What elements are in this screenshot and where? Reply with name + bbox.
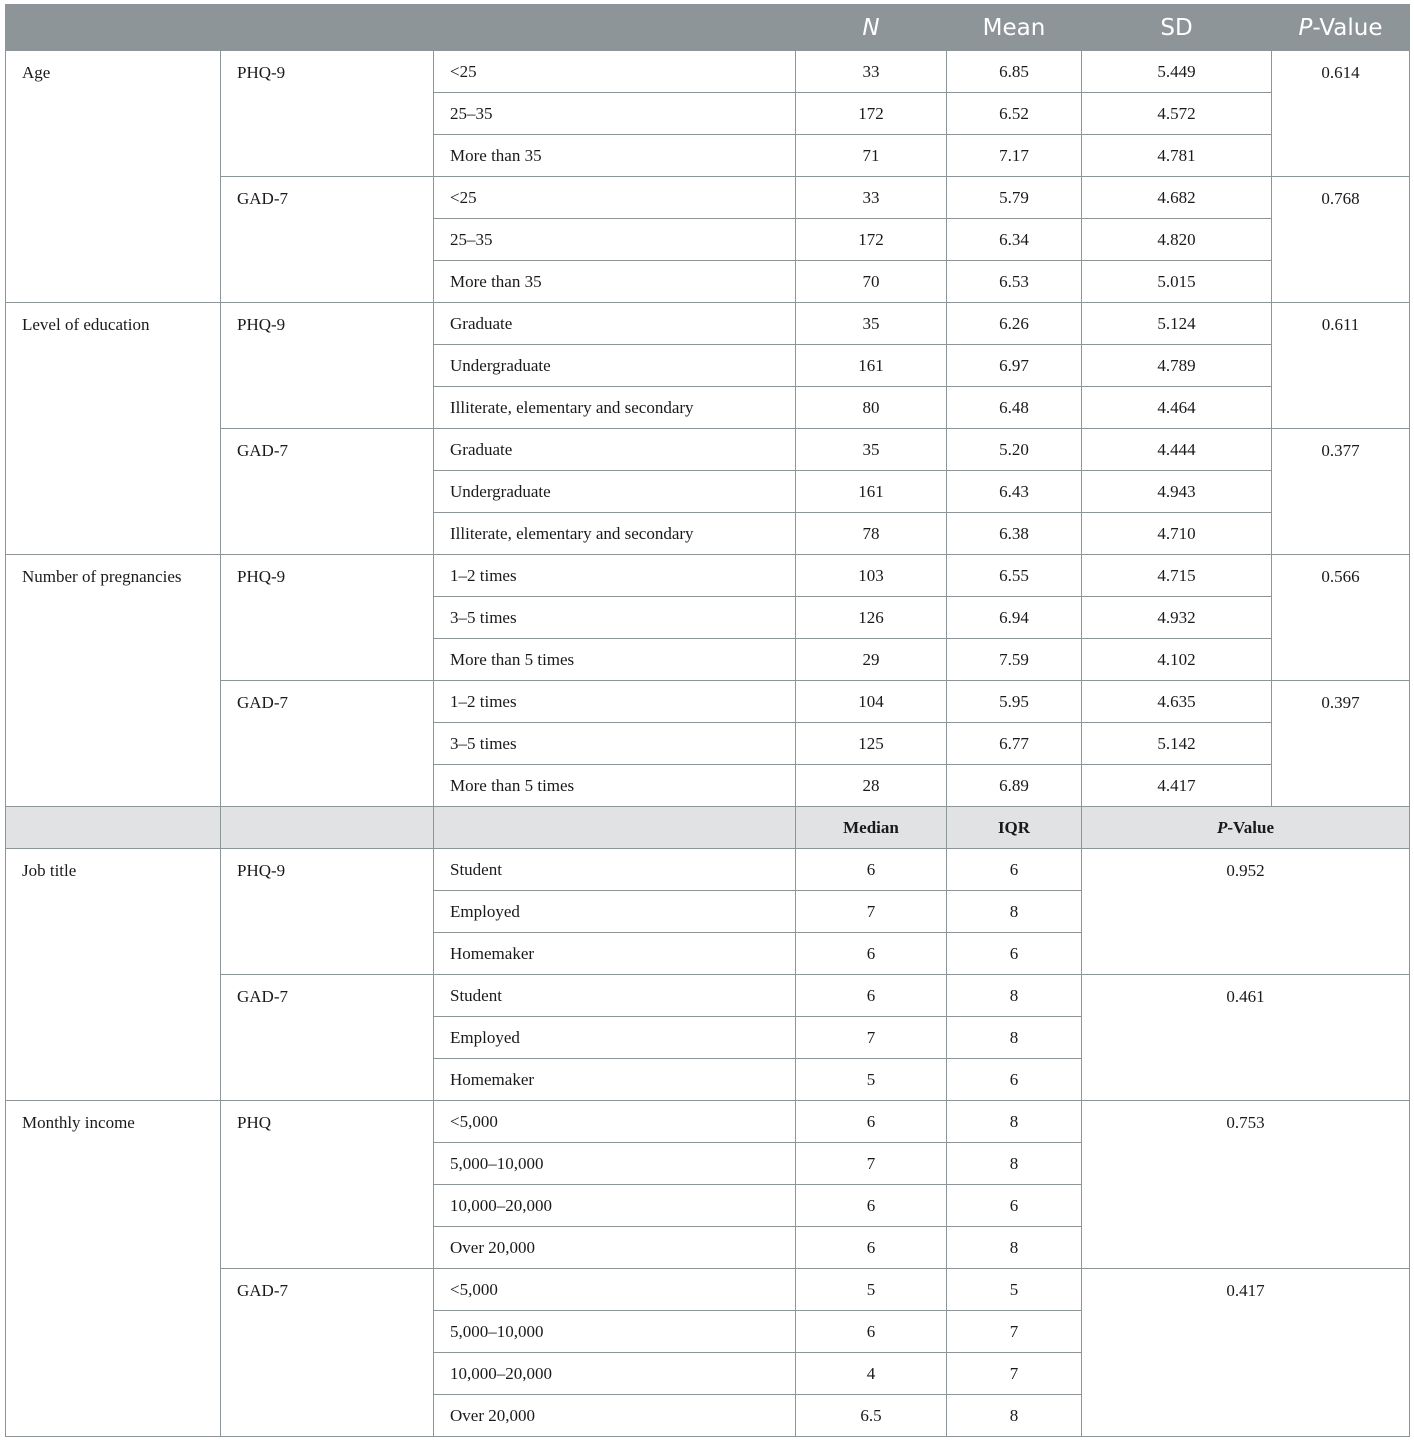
sd-cell: 4.464: [1082, 387, 1272, 429]
subheader-p-rest: -Value: [1227, 817, 1274, 837]
sd-cell: 5.142: [1082, 723, 1272, 765]
category-cell: 1–2 times: [434, 555, 796, 597]
p-value-cell: 0.377: [1272, 429, 1410, 555]
n-cell: 33: [796, 177, 947, 219]
n-cell: 126: [796, 597, 947, 639]
mean-cell: 6.48: [947, 387, 1082, 429]
category-cell: Homemaker: [434, 1059, 796, 1101]
n-cell: 33: [796, 51, 947, 93]
median-cell: 7: [796, 891, 947, 933]
category-cell: 10,000–20,000: [434, 1185, 796, 1227]
variable-cell: Monthly income: [6, 1101, 221, 1437]
subheader-iqr: IQR: [947, 807, 1082, 849]
scale-cell: PHQ-9: [221, 51, 434, 177]
variable-cell: Number of pregnancies: [6, 555, 221, 807]
sd-cell: 4.444: [1082, 429, 1272, 471]
category-cell: 25–35: [434, 219, 796, 261]
mean-cell: 5.79: [947, 177, 1082, 219]
mean-cell: 6.77: [947, 723, 1082, 765]
iqr-cell: 8: [947, 1227, 1082, 1269]
iqr-cell: 6: [947, 1185, 1082, 1227]
table-row: [6, 555, 1410, 597]
iqr-cell: 7: [947, 1353, 1082, 1395]
p-value-cell: 0.952: [1082, 849, 1410, 975]
header-n: [796, 5, 947, 51]
iqr-cell: 8: [947, 1101, 1082, 1143]
category-cell: <5,000: [434, 1269, 796, 1311]
iqr-cell: 8: [947, 1395, 1082, 1437]
iqr-cell: 8: [947, 891, 1082, 933]
scale-cell: GAD-7: [221, 975, 434, 1101]
table-row: [6, 303, 1410, 345]
median-cell: 6.5: [796, 1395, 947, 1437]
subheader-scale: [221, 807, 434, 849]
sd-cell: 4.943: [1082, 471, 1272, 513]
category-cell: Employed: [434, 1017, 796, 1059]
n-cell: 71: [796, 135, 947, 177]
median-cell: 4: [796, 1353, 947, 1395]
mean-cell: 6.38: [947, 513, 1082, 555]
mean-cell: 6.26: [947, 303, 1082, 345]
n-cell: 161: [796, 345, 947, 387]
scale-cell: GAD-7: [221, 429, 434, 555]
category-cell: 3–5 times: [434, 723, 796, 765]
scale-cell: GAD-7: [221, 681, 434, 807]
n-cell: 104: [796, 681, 947, 723]
mean-cell: 6.53: [947, 261, 1082, 303]
n-cell: 28: [796, 765, 947, 807]
header-scale: [221, 5, 434, 51]
mean-cell: 6.55: [947, 555, 1082, 597]
n-cell: 78: [796, 513, 947, 555]
category-cell: Undergraduate: [434, 471, 796, 513]
n-cell: 172: [796, 93, 947, 135]
mean-cell: 7.17: [947, 135, 1082, 177]
p-value-cell: 0.614: [1272, 51, 1410, 177]
iqr-cell: 6: [947, 849, 1082, 891]
iqr-cell: 5: [947, 1269, 1082, 1311]
category-cell: 10,000–20,000: [434, 1353, 796, 1395]
n-cell: 125: [796, 723, 947, 765]
iqr-cell: 8: [947, 1017, 1082, 1059]
category-cell: Undergraduate: [434, 345, 796, 387]
category-cell: Illiterate, elementary and secondary: [434, 513, 796, 555]
header-category: [434, 5, 796, 51]
header-p-italic: P: [1298, 14, 1313, 41]
header-variable: [6, 5, 221, 51]
mean-cell: 6.97: [947, 345, 1082, 387]
category-cell: 1–2 times: [434, 681, 796, 723]
n-cell: 35: [796, 429, 947, 471]
scale-cell: GAD-7: [221, 177, 434, 303]
n-cell: 70: [796, 261, 947, 303]
results-table-container: [5, 4, 1410, 1437]
subheader-p-italic: P: [1217, 817, 1228, 837]
n-cell: 103: [796, 555, 947, 597]
n-cell: 172: [796, 219, 947, 261]
category-cell: 3–5 times: [434, 597, 796, 639]
n-cell: 80: [796, 387, 947, 429]
variable-cell: Level of education: [6, 303, 221, 555]
iqr-cell: 6: [947, 933, 1082, 975]
median-cell: 6: [796, 933, 947, 975]
median-cell: 6: [796, 975, 947, 1017]
header-row: [6, 5, 1410, 51]
scale-cell: PHQ-9: [221, 555, 434, 681]
subheader-category: [434, 807, 796, 849]
n-cell: 161: [796, 471, 947, 513]
median-cell: 6: [796, 1185, 947, 1227]
mean-cell: 5.20: [947, 429, 1082, 471]
variable-cell: Age: [6, 51, 221, 303]
iqr-cell: 6: [947, 1059, 1082, 1101]
iqr-cell: 8: [947, 1143, 1082, 1185]
p-value-cell: 0.611: [1272, 303, 1410, 429]
sd-cell: 5.124: [1082, 303, 1272, 345]
sd-cell: 5.449: [1082, 51, 1272, 93]
subheader-median: Median: [796, 807, 947, 849]
subheader-row: [6, 807, 1410, 849]
category-cell: 5,000–10,000: [434, 1311, 796, 1353]
category-cell: 5,000–10,000: [434, 1143, 796, 1185]
median-cell: 5: [796, 1269, 947, 1311]
category-cell: Homemaker: [434, 933, 796, 975]
category-cell: More than 5 times: [434, 639, 796, 681]
scale-cell: PHQ-9: [221, 303, 434, 429]
median-cell: 6: [796, 1227, 947, 1269]
median-cell: 6: [796, 849, 947, 891]
scale-cell: PHQ-9: [221, 849, 434, 975]
category-cell: 25–35: [434, 93, 796, 135]
scale-cell: GAD-7: [221, 1269, 434, 1437]
subheader-p-value: [1082, 807, 1410, 849]
sd-cell: 4.710: [1082, 513, 1272, 555]
median-cell: 6: [796, 1101, 947, 1143]
p-value-cell: 0.417: [1082, 1269, 1410, 1437]
header-mean: Mean: [947, 5, 1082, 51]
category-cell: <25: [434, 177, 796, 219]
category-cell: Illiterate, elementary and secondary: [434, 387, 796, 429]
header-p-value: [1272, 5, 1410, 51]
sd-cell: 4.682: [1082, 177, 1272, 219]
category-cell: More than 5 times: [434, 765, 796, 807]
median-cell: 5: [796, 1059, 947, 1101]
sd-cell: 5.015: [1082, 261, 1272, 303]
category-cell: Graduate: [434, 303, 796, 345]
category-cell: More than 35: [434, 261, 796, 303]
median-cell: 6: [796, 1311, 947, 1353]
n-cell: 29: [796, 639, 947, 681]
p-value-cell: 0.397: [1272, 681, 1410, 807]
sd-cell: 4.102: [1082, 639, 1272, 681]
sd-cell: 4.417: [1082, 765, 1272, 807]
mean-cell: 6.89: [947, 765, 1082, 807]
table-row: [6, 1101, 1410, 1143]
median-cell: 7: [796, 1143, 947, 1185]
p-value-cell: 0.566: [1272, 555, 1410, 681]
sd-cell: 4.635: [1082, 681, 1272, 723]
iqr-cell: 8: [947, 975, 1082, 1017]
scale-cell: PHQ: [221, 1101, 434, 1269]
table-body: [6, 51, 1410, 1437]
results-table: [5, 4, 1410, 1437]
subheader-variable: [6, 807, 221, 849]
header-sd: SD: [1082, 5, 1272, 51]
table-row: [6, 51, 1410, 93]
mean-cell: 6.94: [947, 597, 1082, 639]
category-cell: Student: [434, 975, 796, 1017]
p-value-cell: 0.461: [1082, 975, 1410, 1101]
sd-cell: 4.715: [1082, 555, 1272, 597]
category-cell: <5,000: [434, 1101, 796, 1143]
mean-cell: 6.34: [947, 219, 1082, 261]
mean-cell: 6.85: [947, 51, 1082, 93]
median-cell: 7: [796, 1017, 947, 1059]
sd-cell: 4.789: [1082, 345, 1272, 387]
mean-cell: 6.52: [947, 93, 1082, 135]
category-cell: Over 20,000: [434, 1395, 796, 1437]
iqr-cell: 7: [947, 1311, 1082, 1353]
category-cell: Graduate: [434, 429, 796, 471]
p-value-cell: 0.768: [1272, 177, 1410, 303]
mean-cell: 6.43: [947, 471, 1082, 513]
sd-cell: 4.932: [1082, 597, 1272, 639]
p-value-cell: 0.753: [1082, 1101, 1410, 1269]
sd-cell: 4.781: [1082, 135, 1272, 177]
category-cell: Over 20,000: [434, 1227, 796, 1269]
category-cell: Employed: [434, 891, 796, 933]
sd-cell: 4.572: [1082, 93, 1272, 135]
n-cell: 35: [796, 303, 947, 345]
header-p-rest: -Value: [1312, 14, 1383, 41]
variable-cell: Job title: [6, 849, 221, 1101]
category-cell: <25: [434, 51, 796, 93]
category-cell: More than 35: [434, 135, 796, 177]
header-n-label: N: [862, 14, 880, 41]
table-row: [6, 849, 1410, 891]
mean-cell: 7.59: [947, 639, 1082, 681]
category-cell: Student: [434, 849, 796, 891]
sd-cell: 4.820: [1082, 219, 1272, 261]
mean-cell: 5.95: [947, 681, 1082, 723]
